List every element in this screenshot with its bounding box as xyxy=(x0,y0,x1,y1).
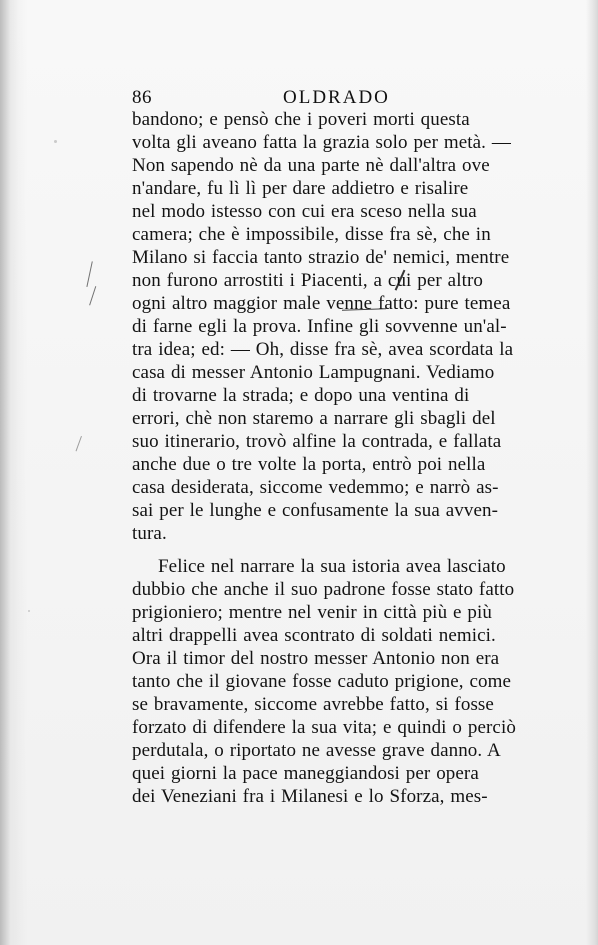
text-line: bandono; e pensò che i poveri morti questa xyxy=(132,109,470,130)
paper-speck xyxy=(54,140,57,143)
text-line: Ora il timor del nostro messer Antonio non era xyxy=(132,648,500,669)
text-line: suo itinerario, trovò alfine la contrada, e fallata xyxy=(132,431,502,452)
text-line: Milano si faccia tanto strazio de' nemici, mentre xyxy=(132,247,510,268)
text-line: di trovarne la strada; e dopo una ventina di xyxy=(132,385,470,406)
text-line: dubbio che anche il suo padrone fosse stato fatto xyxy=(132,579,515,600)
paragraph-start-line: Felice nel narrare la sua istoria avea lasciato xyxy=(158,556,506,577)
text-line: ogni altro maggior male venne fatto: pure temea xyxy=(132,293,511,314)
text-line: tanto che il giovane fosse caduto prigione, come xyxy=(132,671,512,692)
running-title: OLDRADO xyxy=(283,87,390,108)
margin-pencil-mark xyxy=(76,436,90,454)
page-number: 86 xyxy=(132,87,152,108)
body-text xyxy=(132,108,547,808)
text-line: dei Veneziani fra i Milanesi e lo Sforza, mes- xyxy=(132,786,488,807)
left-page-edge xyxy=(0,0,18,945)
text-line: n'andare, fu lì lì per dare addietro e risalire xyxy=(132,178,469,199)
text-line: errori, chè non staremo a narrare gli sbagli del xyxy=(132,408,496,429)
text-line: tra idea; ed: — Oh, disse fra sè, avea scordata la xyxy=(132,339,514,360)
paper-speck xyxy=(28,610,30,612)
text-line: sai per le lunghe e confusamente la sua avven- xyxy=(132,500,499,521)
text-line: tura. xyxy=(132,523,167,544)
text-line: non furono arrostiti i Piacenti, a cui per altro xyxy=(132,270,484,291)
margin-pencil-mark xyxy=(89,286,104,308)
text-line: anche due o tre volte la porta, entrò poi nella xyxy=(132,454,486,475)
text-line: prigioniero; mentre nel venir in città più e più xyxy=(132,602,492,623)
text-line: perdutala, o riportato ne avesse grave danno. A xyxy=(132,740,501,761)
text-line: camera; che è impossibile, disse fra sè, che in xyxy=(132,224,491,245)
text-line: casa di messer Antonio Lampugnani. Vediamo xyxy=(132,362,495,383)
text-line: se bravamente, siccome avrebbe fatto, si fosse xyxy=(132,694,494,715)
text-line: forzato di difendere la sua vita; e quindi o perciò xyxy=(132,717,516,738)
right-page-edge xyxy=(586,0,598,945)
text-line: altri drappelli avea scontrato di soldati nemici. xyxy=(132,625,496,646)
text-line: nel modo istesso con cui era sceso nella sua xyxy=(132,201,477,222)
text-line: volta gli aveano fatta la grazia solo per metà. — xyxy=(132,132,511,153)
margin-pencil-mark xyxy=(86,261,100,288)
text-line: Non sapendo nè da una parte nè dall'altra ove xyxy=(132,155,490,176)
text-line: di farne egli la prova. Infine gli sovvenne un'al- xyxy=(132,316,507,337)
text-line: casa desiderata, siccome vedemmo; e narrò as- xyxy=(132,477,499,498)
text-line: quei giorni la pace maneggiandosi per opera xyxy=(132,763,479,784)
